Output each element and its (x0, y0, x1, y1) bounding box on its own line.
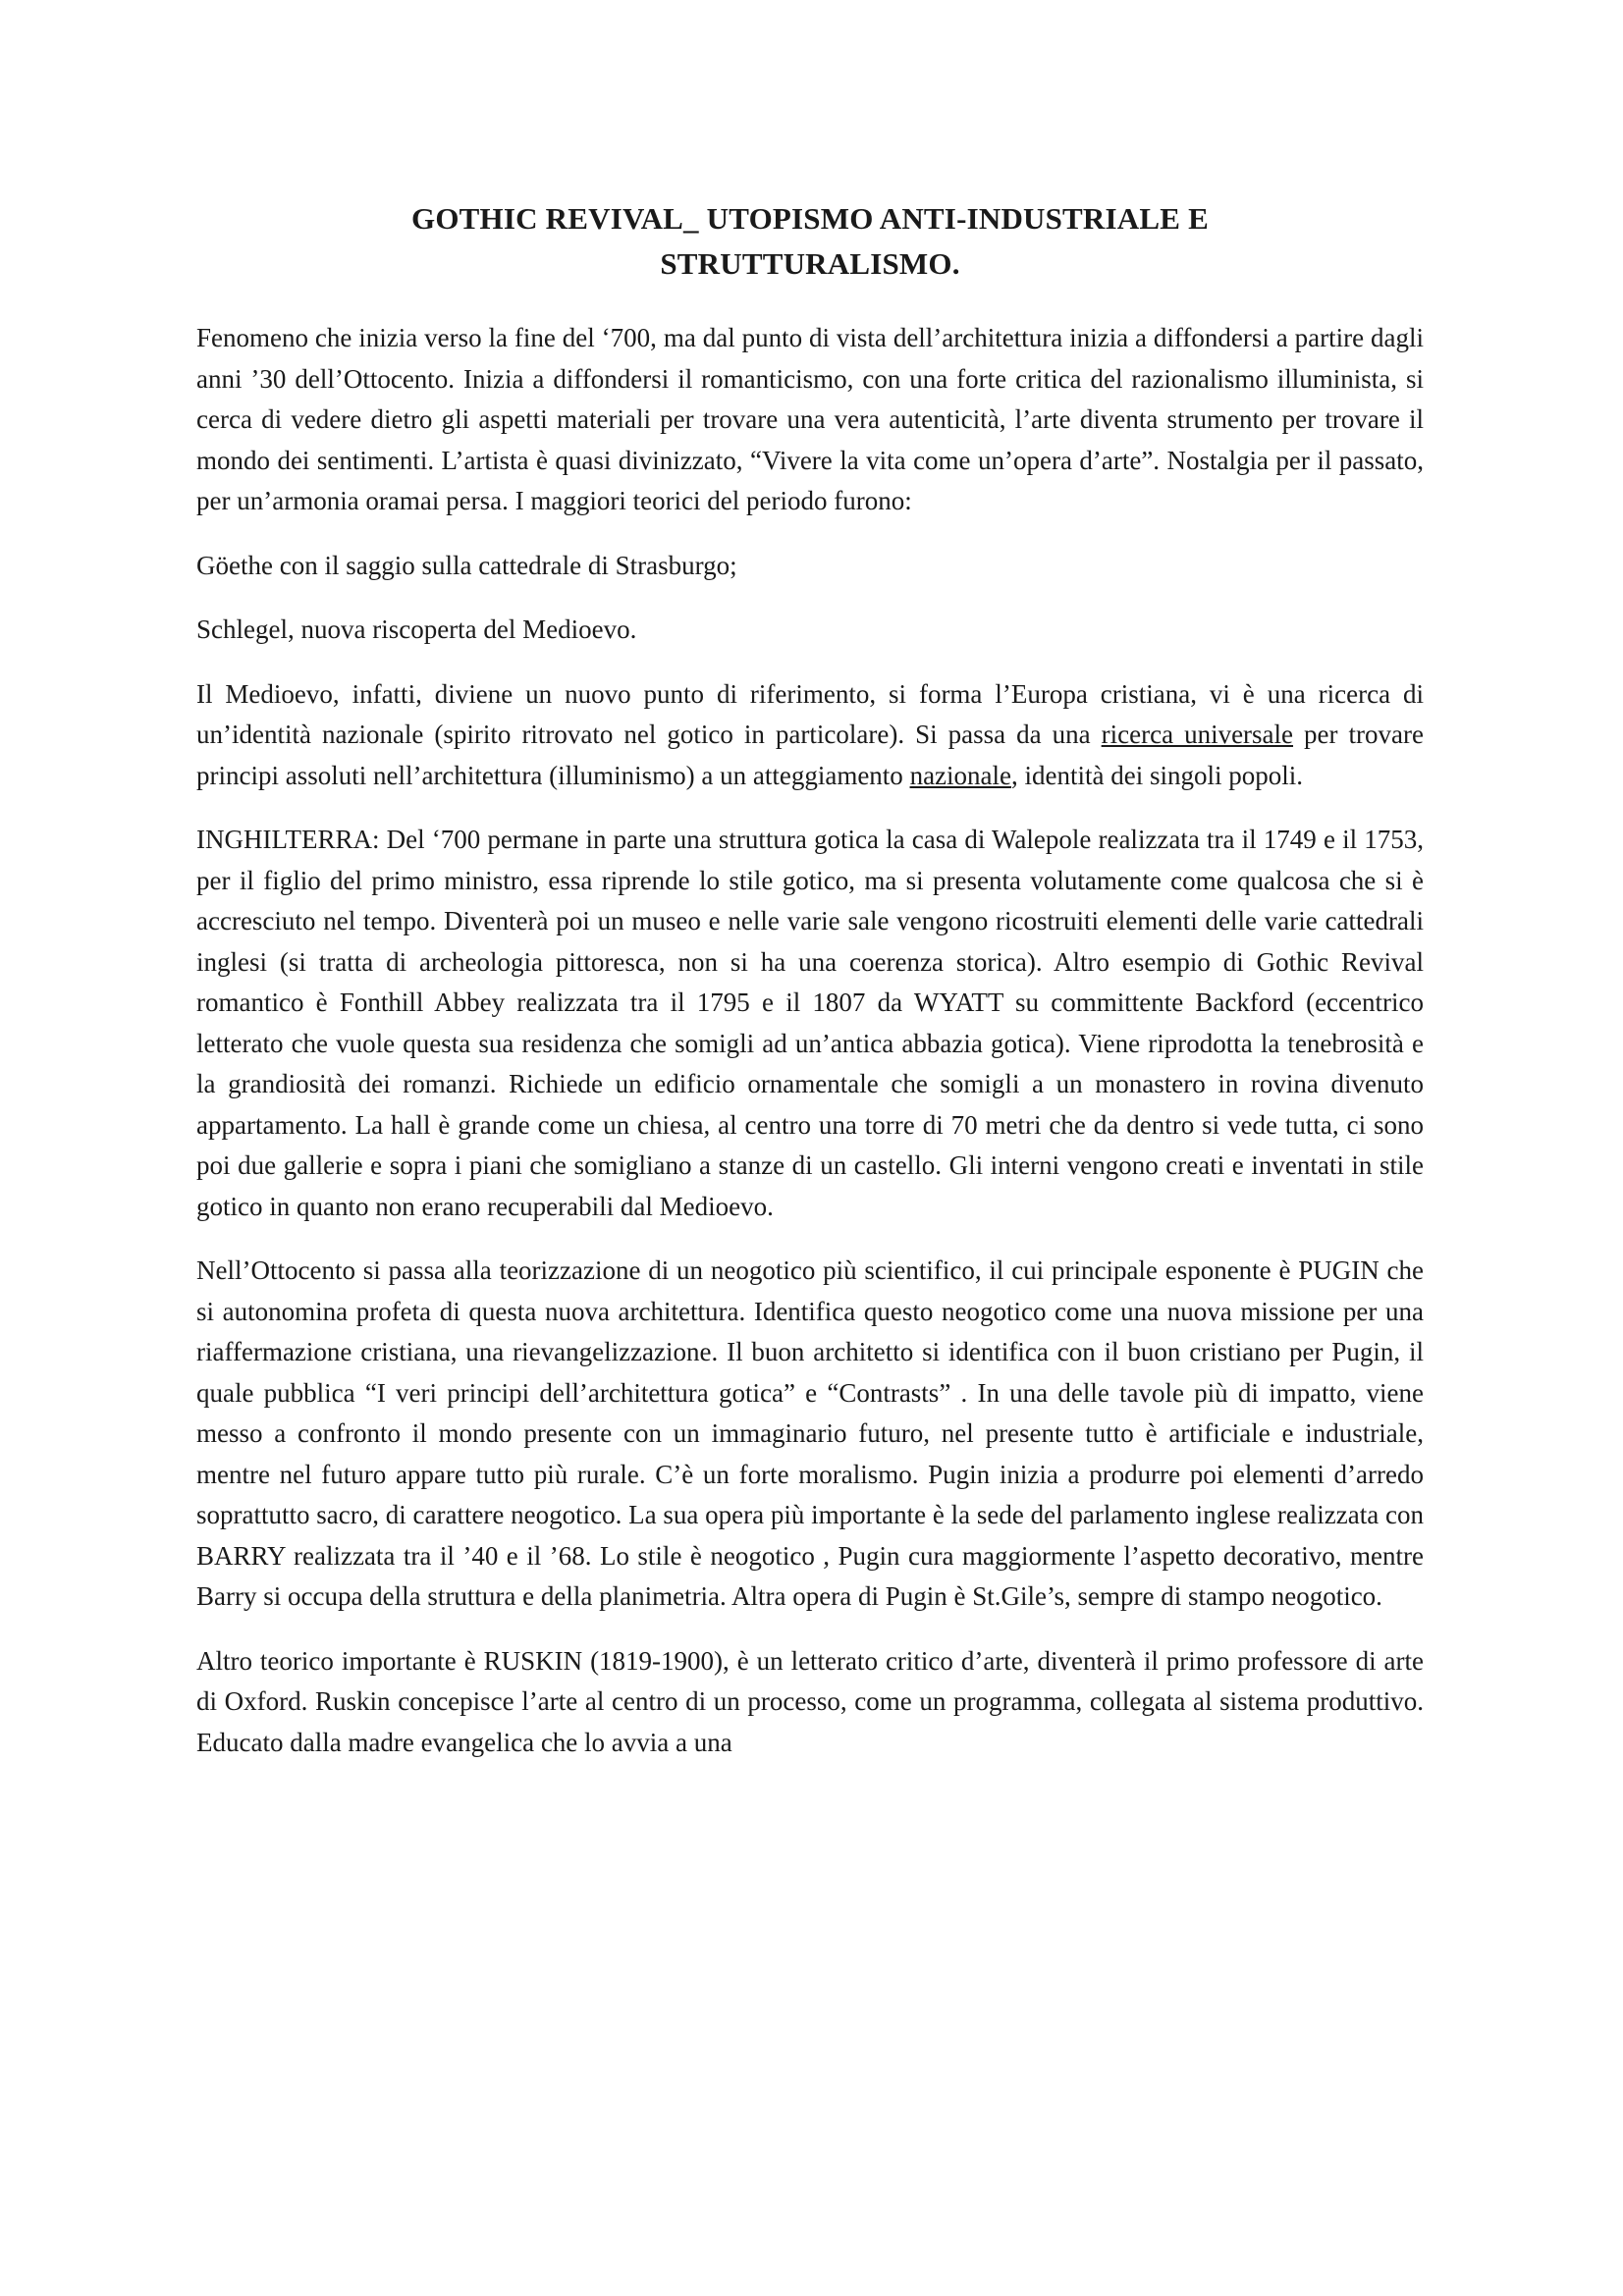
paragraph-medioevo (196, 674, 1424, 797)
paragraph-inghilterra: INGHILTERRA: Del ‘700 permane in parte una struttura gotica la casa di Walepole realizzata tra il 1749 e il 1753, per il figlio del primo ministro, essa riprende lo stile gotico, ma si presenta volutamente come qualcosa che si è accresciuto nel tempo. Diventerà poi un museo e nelle varie sale vengono ricostruiti elementi delle varie cattedrali inglesi (si tratta di archeologia pittoresca, non si ha una coerenza storica). Altro esempio di Gothic Revival romantico è Fonthill Abbey realizzata tra il 1795 e il 1807 da WYATT su committente Backford (eccentrico letterato che vuole questa sua residenza che somigli ad un’antica abbazia gotica). Viene riprodotta la tenebrosità e la grandiosità dei romanzi. Richiede un edificio ornamentale che somigli a un monastero in rovina divenuto appartamento. La hall è grande come un chiesa, al centro una torre di 70 metri che da dentro si vede tutta, ci sono poi due gallerie e sopra i piani che somigliano a stanze di un castello. Gli interni vengono creati e inventati in stile gotico in quanto non erano recuperabili dal Medioevo. (196, 825, 1424, 1221)
underlined-ricerca-universale: ricerca universale (1101, 720, 1294, 749)
paragraph-medioevo-text-1: Il Medioevo, infatti, diviene un nuovo punto di riferimento, si forma l’Europa cristiana, vi è una ricerca di un’identità nazionale (spirito ritrovato nel gotico in particolare). Si passa da una (196, 678, 1424, 749)
document-body (196, 196, 1424, 1787)
document-title (196, 196, 1424, 287)
paragraph-pugin: Nell’Ottocento si passa alla teorizzazione di un neogotico più scientifico, il cui principale esponente è PUGIN che si autonomina profeta di questa nuova architettura. Identifica questo neogotico come una nuova missione per una riaffermazione cristiana, una rievangelizzazione. Il buon architetto si identifica con il buon cristiano per Pugin, il quale pubblica “I veri principi dell’architettura gotica” e “Contrasts” . In una delle tavole più di impatto, viene messo a confronto il mondo presente con un immaginario futuro, nel presente tutto è artificiale e industriale, mentre nel futuro appare tutto più rurale. C’è un forte moralismo. Pugin inizia a produrre poi elementi d’arredo soprattutto sacro, di carattere neogotico. La sua opera più importante è la sede del parlamento inglese realizzata con BARRY realizzata tra il ’40 e il ’68. Lo stile è neogotico , Pugin cura maggiormente l’aspetto decorativo, mentre Barry si occupa della struttura e della planimetria. Altra opera di Pugin è St.Gile’s, sempre di stampo neogotico. (196, 1255, 1424, 1611)
underlined-nazionale: nazionale (909, 760, 1012, 790)
paragraph-medioevo-text-2: per trovare principi assoluti nell’architettura (illuminismo) a un atteggiamento (196, 720, 1424, 790)
title-line-1: GOTHIC REVIVAL_ UTOPISMO ANTI-INDUSTRIALE E (411, 201, 1209, 236)
paragraph-schlegel: Schlegel, nuova riscoperta del Medioevo. (196, 614, 637, 644)
paragraph-intro: Fenomeno che inizia verso la fine del ‘700, ma dal punto di vista dell’architettura inizia a diffondersi a partire dagli anni ’30 dell’Ottocento. Inizia a diffondersi il romanticismo, con una forte critica del razionalismo illuminista, si cerca di vedere dietro gli aspetti materiali per trovare una vera autenticità, l’arte diventa strumento per trovare il mondo dei sentimenti. L’artista è quasi divinizzato, “Vivere la vita come un’opera d’arte”. Nostalgia per il passato, per un’armonia oramai persa. I maggiori teorici del periodo furono: (196, 323, 1424, 515)
paragraph-ruskin: Altro teorico importante è RUSKIN (1819-1900), è un letterato critico d’arte, diventerà il primo professore di arte di Oxford. Ruskin concepisce l’arte al centro di un processo, come un programma, collegata al sistema produttivo. Educato dalla madre evangelica che lo avvia a una (196, 1645, 1424, 1757)
paragraph-goethe: Göethe con il saggio sulla cattedrale di Strasburgo; (196, 550, 737, 580)
paragraph-medioevo-text-3: , identità dei singoli popoli. (1011, 760, 1303, 790)
title-line-2: STRUTTURALISMO. (660, 246, 960, 281)
